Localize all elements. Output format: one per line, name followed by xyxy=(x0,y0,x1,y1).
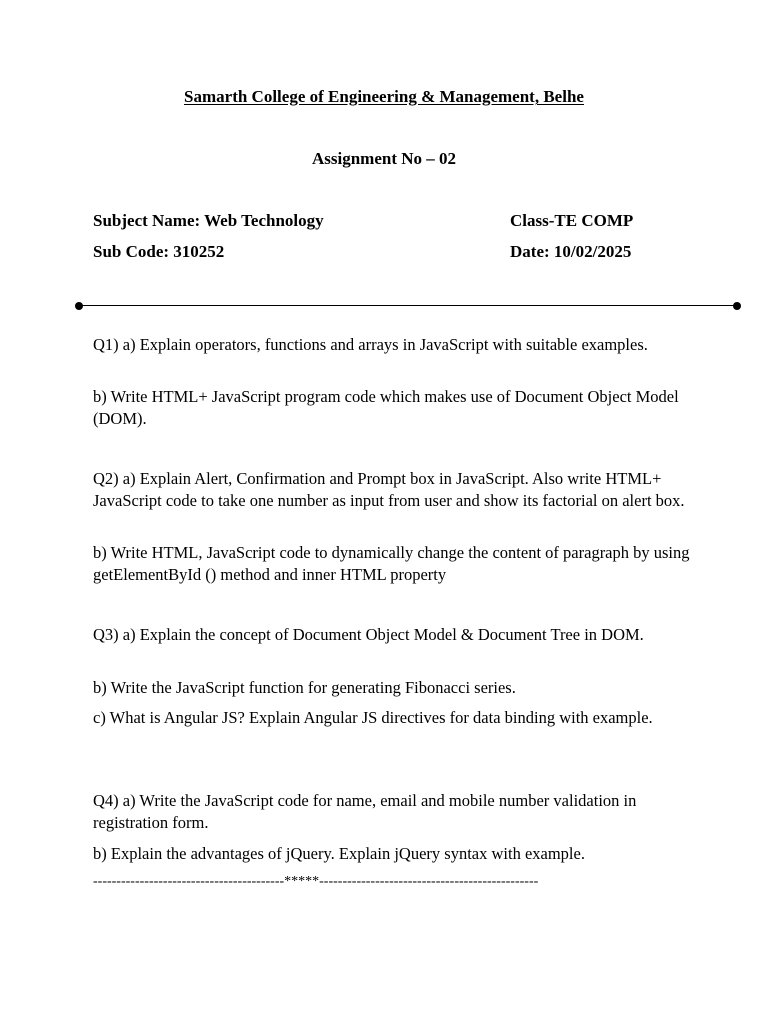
sub-code: Sub Code: 310252 xyxy=(93,242,225,261)
separator-left-dot xyxy=(75,302,83,310)
question-2a: Q2) a) Explain Alert, Confirmation and Prompt box in JavaScript. Also write HTML+ JavaScript code to take one number as input from user and show its factorial on alert box. xyxy=(93,469,685,510)
subject-name: Subject Name: Web Technology xyxy=(93,211,324,230)
question-1b: b) Write HTML+ JavaScript program code which makes use of Document Object Model (DOM). xyxy=(93,387,679,428)
separator-line xyxy=(79,305,737,306)
question-4b: b) Explain the advantages of jQuery. Explain jQuery syntax with example. xyxy=(93,844,585,863)
question-3c: c) What is Angular JS? Explain Angular JS directives for data binding with example. xyxy=(93,708,653,727)
question-2b: b) Write HTML, JavaScript code to dynamically change the content of paragraph by using getElementById () method and inner HTML property xyxy=(93,543,690,584)
question-3a: Q3) a) Explain the concept of Document Object Model & Document Tree in DOM. xyxy=(93,625,644,644)
class-label: Class-TE COMP xyxy=(510,211,634,230)
college-title: Samarth College of Engineering & Management, Belhe xyxy=(184,87,584,106)
question-1a: Q1) a) Explain operators, functions and arrays in JavaScript with suitable examples. xyxy=(93,335,648,354)
end-of-paper-line: -----------------------------------------*****----------------------------------------------- xyxy=(93,874,539,889)
date-label: Date: 10/02/2025 xyxy=(510,242,632,261)
question-3b: b) Write the JavaScript function for generating Fibonacci series. xyxy=(93,678,516,697)
assignment-title: Assignment No – 02 xyxy=(311,149,457,168)
separator-right-dot xyxy=(733,302,741,310)
question-4a: Q4) a) Write the JavaScript code for name, email and mobile number validation in registration form. xyxy=(93,791,637,832)
